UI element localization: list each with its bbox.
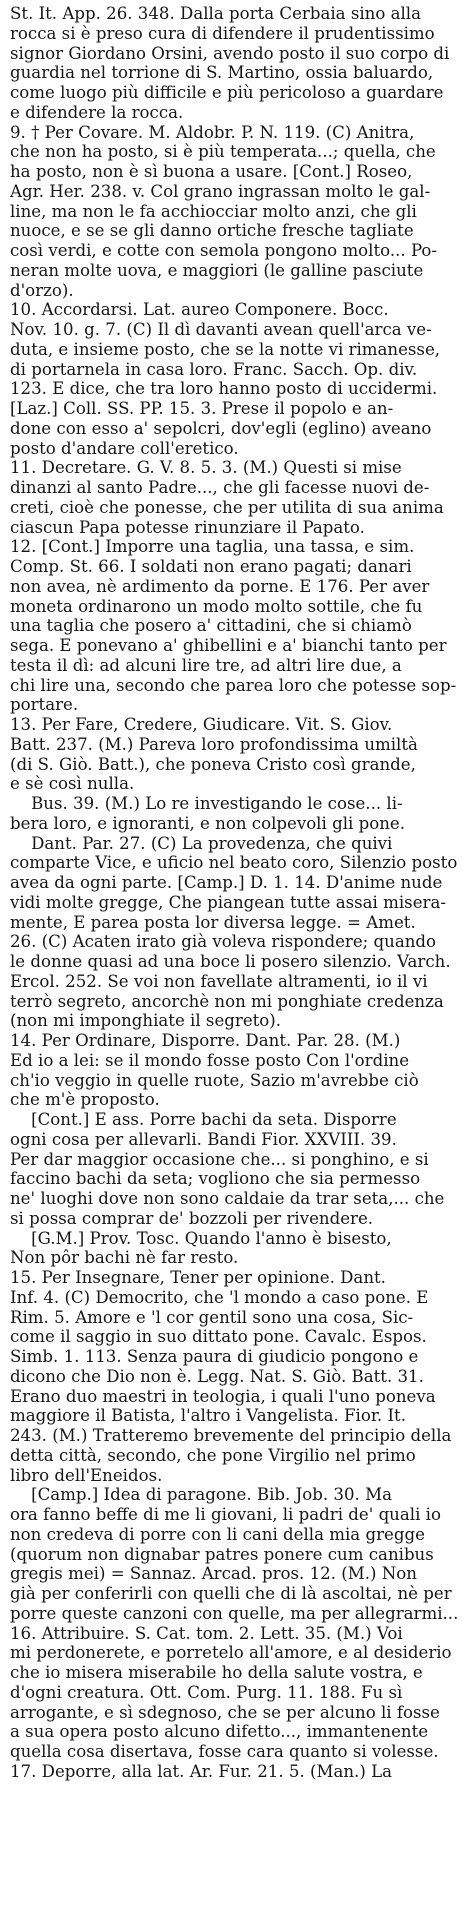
text-line: 13. Per Fare, Credere, Giudicare. Vit. S. Giov.: [10, 715, 393, 734]
text-line: le donne quasi ad una boce li posero silenzio. Varch.: [10, 952, 451, 971]
text-line: una taglia che posero a' cittadini, che si chiamò: [10, 616, 412, 636]
text-line: Inf. 4. (C) Democrito, che 'l mondo a caso pone. E: [10, 1287, 429, 1307]
text-line: 9. † Per Covare. M. Aldobr. P. N. 119. (C) Anitra,: [10, 122, 415, 142]
text-line: neran molte uova, e maggiori (le galline pasciute: [10, 260, 424, 280]
text-line: dicono che Dio non è. Legg. Nat. S. Giò. Batt. 31.: [10, 1366, 424, 1386]
text-line: St. It. App. 26. 348. Dalla porta Cerbaia sino alla: [10, 4, 421, 23]
text-line: testa il dì: ad alcuni lire tre, ad altri lire due, a: [10, 655, 402, 675]
text-line: ogni cosa per allevarli. Bandi Fior. XXVIII. 39.: [10, 1129, 397, 1149]
text-line: terrò segreto, ancorchè non mi ponghiate credenza: [10, 991, 444, 1011]
text-line: [Camp.] Idea di paragone. Bib. Job. 30. Ma: [10, 1485, 392, 1505]
text-line: come il saggio in suo dittato pone. Cavalc. Espos.: [10, 1327, 427, 1347]
text-line: Dant. Par. 27. (C) La provedenza, che quivi: [10, 833, 393, 853]
text-line: faccino bachi da seta; vogliono che sia permesso: [10, 1169, 421, 1189]
text-line: 12. [Cont.] Imporre una taglia, una tassa, e sim.: [10, 537, 415, 557]
text-line: portare.: [10, 695, 79, 715]
text-line: 123. E dice, che tra loro hanno posto di uccidermi.: [10, 379, 438, 399]
text-line: che non ha posto, si è più temperata...; quella, che: [10, 142, 436, 162]
text-line: [G.M.] Prov. Tosc. Quando l'anno è bisesto,: [10, 1228, 392, 1248]
text-line: d'orzo).: [10, 280, 74, 300]
text-line: nuoce, e se se gli danno ortiche fresche tagliate: [10, 221, 414, 241]
text-line: creti, cioè che ponesse, che per utilita di sua anima: [10, 497, 444, 517]
text-line: come luogo più difficile e più pericoloso a guardare: [10, 83, 444, 102]
text-line: done con esso a' sepolcri, dov'egli (eglino) aveano: [10, 418, 432, 438]
text-line: Ercol. 252. Se voi non favellate altramenti, io il vi: [10, 971, 428, 991]
text-line: chi lire una, secondo che parea loro che potesse sop-: [10, 675, 457, 695]
text-line: guardia nel torrione di S. Martino, ossia baluardo,: [10, 63, 434, 83]
text-line: ne' luoghi dove non sono caldaie da trar seta,... che: [10, 1189, 445, 1208]
text-line: maggiore il Batista, l'altro i Vangelista. Fior. It.: [10, 1406, 406, 1426]
text-line: mi perdonerete, e porretelo all'amore, e al desiderio: [10, 1643, 452, 1663]
text-line: [Laz.] Coll. SS. PP. 15. 3. Prese il popolo e an-: [10, 399, 394, 418]
text-line: 10. Accordarsi. Lat. aureo Componere. Bocc.: [10, 300, 389, 320]
text-line: 15. Per Insegnare, Tener per opinione. Dant.: [10, 1268, 386, 1287]
text-line: gregis mei) = Sannaz. Arcad. pros. 12. (M.) Non: [10, 1564, 417, 1584]
text-line: Bus. 39. (M.) Lo re investigando le cose... li-: [10, 794, 403, 813]
text-line: duta, e insieme posto, che se la notte vi rimanesse,: [10, 339, 441, 359]
text-line: signor Giordano Orsini, avendo posto il suo corpo di: [10, 43, 450, 63]
text-line: moneta ordinarono un modo molto sottile, che fu: [10, 596, 423, 616]
text-line: d'ogni creatura. Ott. Com. Purg. 11. 188. Fu sì: [10, 1682, 403, 1702]
text-line: e difendere la rocca.: [10, 102, 184, 122]
text-line: non credeva di porre con li cani della mia gregge: [10, 1524, 425, 1544]
text-line: e sè così nulla.: [10, 774, 135, 794]
text-line: mente, E parea posta lor diversa legge. = Amet.: [10, 912, 416, 932]
text-line: 14. Per Ordinare, Disporre. Dant. Par. 28. (M.): [10, 1031, 401, 1050]
text-line: rocca si è preso cura di difendere il prudentissimo: [10, 23, 435, 43]
text-line: Comp. St. 66. I soldati non erano pagati; danari: [10, 557, 412, 576]
text-line: (quorum non dignabar patres ponere cum canibus: [10, 1544, 434, 1564]
text-line: posto d'andare coll'eretico.: [10, 438, 239, 458]
text-line: 243. (M.) Tratteremo brevemente del principio della: [10, 1426, 452, 1445]
text-line: vidi molte gregge, Che piangean tutte assai misera-: [10, 892, 446, 912]
text-line: arrogante, e sì sdegnoso, che se per alcuno li fosse: [10, 1702, 440, 1722]
text-line: avea da ogni parte. [Camp.] D. 1. 14. D'anime nude: [10, 873, 443, 892]
text-line: ha posto, non è sì buona a usare. [Cont.] Roseo,: [10, 162, 413, 181]
text-line: di portarnela in casa loro. Franc. Sacch. Op. div.: [10, 359, 418, 379]
text-line: che io misera miserabile ho della salute vostra, e: [10, 1663, 423, 1682]
text-line: quella cosa disertava, fosse cara quanto si volesse.: [10, 1742, 439, 1761]
text-line: Rim. 5. Amore e 'l cor gentil sono una cosa, Sic-: [10, 1307, 414, 1327]
text-line: 26. (C) Acaten irato già voleva rispondere; quando: [10, 932, 437, 952]
text-line: ora fanno beffe di me li giovani, li padri de' quali io: [10, 1505, 441, 1524]
text-line: Batt. 237. (M.) Pareva loro profondissima umiltà: [10, 734, 418, 754]
text-line: [Cont.] E ass. Porre bachi da seta. Disporre: [10, 1110, 397, 1129]
text-line: così verdi, e cotte con semola pongono molto... Po-: [10, 241, 438, 260]
text-line: Nov. 10. g. 7. (C) Il dì davanti avean quell'arca ve-: [10, 320, 432, 339]
text-line: non avea, nè ardimento da porne. E 176. Per aver: [10, 576, 430, 596]
text-line: comparte Vice, e uficio nel beato coro, Silenzio posto: [10, 853, 458, 873]
text-line: line, ma non le fa acchiocciar molto anzi, che gli: [10, 201, 417, 221]
text-line: dinanzi al santo Padre..., che gli facesse nuovi de-: [10, 478, 430, 497]
text-line: (non mi imponghiate il segreto).: [10, 1011, 282, 1031]
text-line: porre queste canzoni con quelle, ma per allegrarmi...: [10, 1603, 459, 1623]
text-line: già per conferirli con quelli che di là ascoltai, nè per: [10, 1584, 452, 1603]
text-line: Non pôr bachi nè far resto.: [10, 1248, 239, 1268]
text-line: Simb. 1. 113. Senza paura di giudicio pongono e: [10, 1347, 419, 1366]
text-line: Agr. Her. 238. v. Col grano ingrassan molto le gal-: [10, 181, 431, 201]
text-line: Per dar maggior occasione che... si ponghino, e si: [10, 1149, 429, 1169]
text-line: ciascun Papa potesse rinunziare il Papato.: [10, 517, 365, 537]
text-line: detta città, secondo, che pone Virgilio nel primo: [10, 1445, 416, 1465]
text-line: Erano duo maestri in teologia, i quali l'uno poneva: [10, 1386, 436, 1406]
text-line: bera loro, e ignoranti, e non colpevoli gli pone.: [10, 813, 405, 833]
text-line: che m'è proposto.: [10, 1090, 160, 1110]
text-line: sega. E ponevano a' ghibellini e a' bianchi tanto per: [10, 636, 447, 655]
text-line: 11. Decretare. G. V. 8. 5. 3. (M.) Questi si mise: [10, 458, 402, 478]
text-line: (di S. Giò. Batt.), che poneva Cristo così grande,: [10, 754, 416, 774]
text-line: 16. Attribuire. S. Cat. tom. 2. Lett. 35. (M.) Voi: [10, 1623, 403, 1643]
text-line: si possa comprar de' bozzoli per rivendere.: [10, 1208, 374, 1228]
text-line: Ed io a lei: se il mondo fosse posto Con l'ordine: [10, 1050, 410, 1070]
text-line: a sua opera posto alcuno difetto..., immantenente: [10, 1722, 429, 1742]
text-line: 17. Deporre, alla lat. Ar. Fur. 21. 5. (Man.) La: [10, 1761, 392, 1781]
text-line: ch'io veggio in quelle ruote, Sazio m'avrebbe ciò: [10, 1070, 419, 1090]
text-line: libro dell'Eneidos.: [10, 1465, 163, 1485]
